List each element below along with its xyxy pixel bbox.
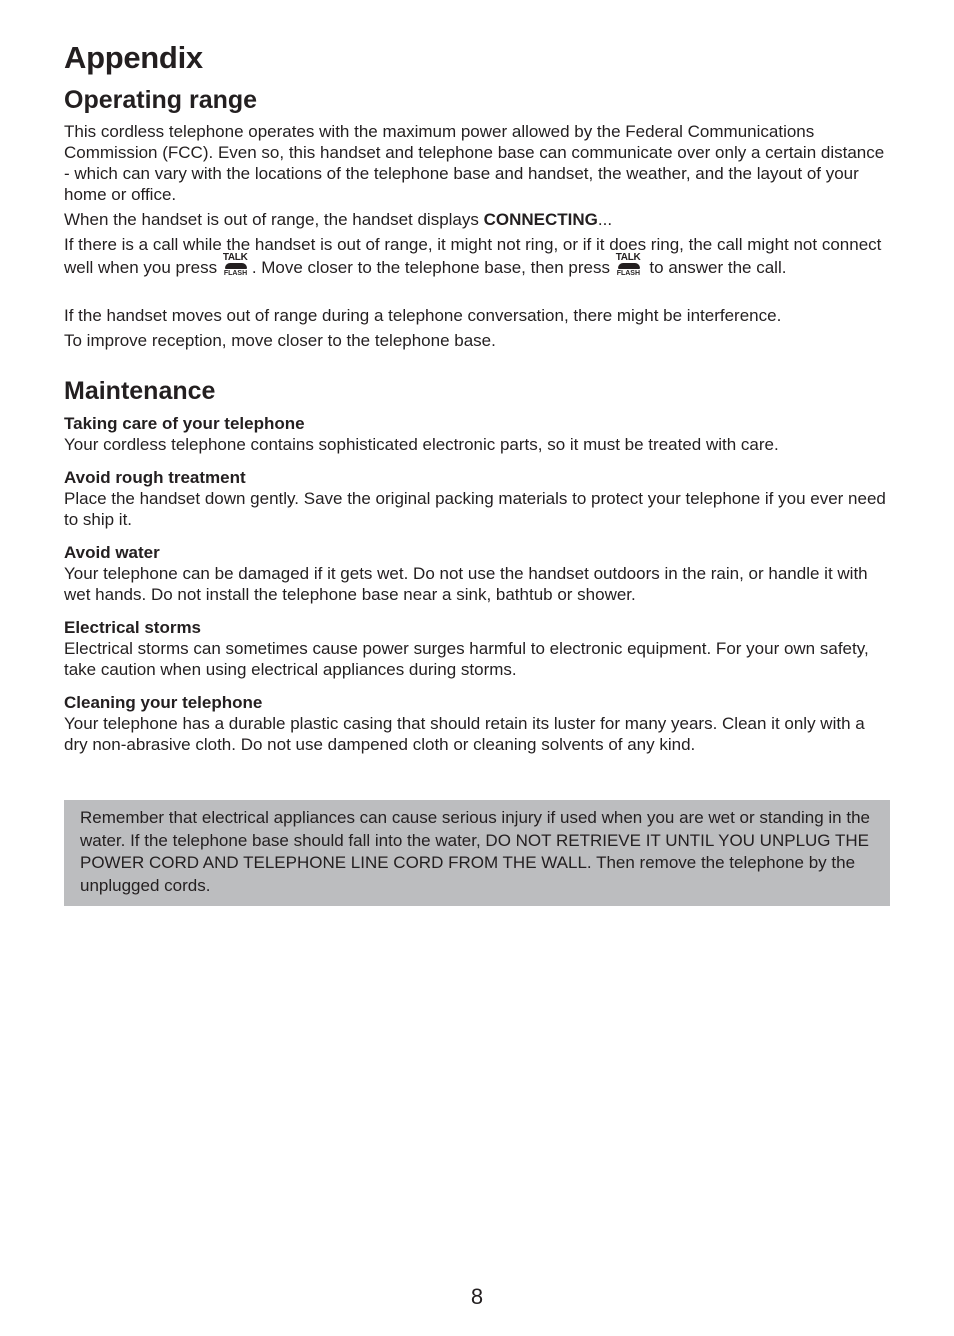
operating-range-paragraph-4: If the handset moves out of range during a telephone conversation, there might be interference. [64, 306, 782, 325]
talk-label: TALK [615, 252, 641, 263]
maintenance-item-text: Your telephone has a durable plastic casing that should retain its luster for many years. Clean it only with a dry non-abrasive cloth. Do not use dampened cloth or cleaning solvents of any kind. [64, 714, 865, 754]
p3-text-a: If there is a call while the handset is out of range, it might not ring, or if it does ring, the call might not connect well when you press [64, 235, 882, 277]
talk-flash-key-icon [222, 252, 251, 279]
talk-label: TALK [222, 252, 248, 263]
handset-icon [225, 263, 247, 269]
p3-text-c: to answer the call. [644, 258, 787, 277]
operating-range-paragraph-5: To improve reception, move closer to the telephone base. [64, 331, 496, 350]
handset-icon [618, 263, 640, 269]
warning-note-box: Remember that electrical appliances can cause serious injury if used when you are wet or standing in the water. If the telephone base should fall into the water, DO NOT RETRIEVE IT UNTIL YOU UNPLUG THE POWER CORD AND TELEPHONE LINE CORD FROM THE WALL. Then remove the telephone by the unplugged cords. [64, 800, 890, 906]
maintenance-item-title: Avoid water [64, 543, 160, 562]
p3-text-b: . Move closer to the telephone base, then press [251, 258, 615, 277]
maintenance-item-text: Place the handset down gently. Save the original packing materials to protect your telephone if you ever need to ship it. [64, 489, 886, 529]
p2-text-after: ... [597, 210, 613, 229]
connecting-display-text: CONNECTING [483, 210, 598, 229]
page-number: 8 [470, 1284, 484, 1309]
operating-range-paragraph-1: This cordless telephone operates with the maximum power allowed by the Federal Communications Commission (FCC). Even so, this handset and telephone base can communicate over only a certain distance - which can vary with the locations of the telephone base and handset, the weather, and the layout of your home or office. [64, 122, 885, 204]
maintenance-item-title: Cleaning your telephone [64, 693, 263, 712]
operating-range-heading: Operating range [64, 86, 258, 114]
maintenance-item-text: Your cordless telephone contains sophisticated electronic parts, so it must be treated with care. [64, 435, 779, 454]
flash-label: FLASH [616, 270, 641, 277]
maintenance-heading: Maintenance [64, 377, 216, 405]
maintenance-item-title: Avoid rough treatment [64, 468, 246, 487]
flash-label: FLASH [223, 270, 248, 277]
p2-text-before: When the handset is out of range, the handset displays [64, 210, 484, 229]
talk-flash-key-icon [615, 252, 644, 279]
page-title: Appendix [64, 40, 203, 75]
operating-range-paragraph-3 [64, 234, 890, 279]
maintenance-item-title: Taking care of your telephone [64, 414, 305, 433]
maintenance-item-title: Electrical storms [64, 618, 202, 637]
maintenance-item-text: Your telephone can be damaged if it gets wet. Do not use the handset outdoors in the rain, or handle it with wet hands. Do not install the telephone base near a sink, bathtub or shower. [64, 564, 868, 604]
operating-range-paragraph-2 [64, 209, 890, 230]
maintenance-item-text: Electrical storms can sometimes cause power surges harmful to electronic equipment. For your own safety, take caution when using electrical appliances during storms. [64, 639, 869, 679]
